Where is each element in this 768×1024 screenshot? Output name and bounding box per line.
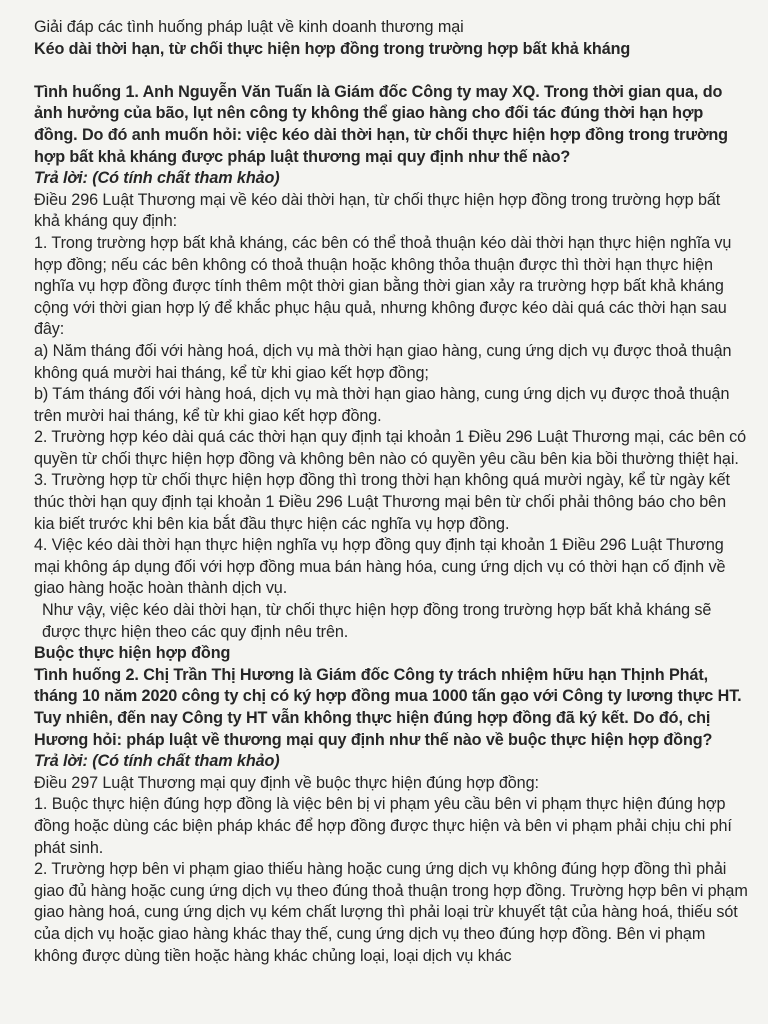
case-1-conclusion: Như vậy, việc kéo dài thời hạn, từ chối thực hiện hợp đồng trong trường hợp bất khả kháng sẽ được thực hiện theo các quy định nêu trên. — [42, 601, 712, 641]
case-1-intro: Điều 296 Luật Thương mại về kéo dài thời hạn, từ chối thực hiện hợp đồng trong trường hợp bất khả kháng quy định: — [34, 190, 721, 231]
case-2-item-1: 1. Buộc thực hiện đúng hợp đồng là việc bên bị vi phạm yêu cầu bên vi phạm thực hiện đúng hợp đồng hoặc dùng các biện pháp khác để hợp đồng được thực hiện và bên vi phạm phải chịu chi phí phát sinh. — [34, 795, 732, 857]
case-2-question: Tình huống 2. Chị Trần Thị Hương là Giám đốc Công ty trách nhiệm hữu hạn Thịnh Phát, tháng 10 năm 2020 công ty chị có ký hợp đồng mua 1000 tấn gạo với Công ty lương thực HT. Tuy nhiên, đến nay Công ty HT vẫn không thực hiện đúng hợp đồng đã ký kết. Do đó, chị Hương hỏi: pháp luật về thương mại quy định như thế nào về buộc thực hiện hợp đồng? — [34, 665, 742, 749]
case-1-item-2: 2. Trường hợp kéo dài quá các thời hạn quy định tại khoản 1 Điều 296 Luật Thương mại, các bên có quyền từ chối thực hiện hợp đồng và không bên nào có quyền yêu cầu bên kia bồi thường thiệt hại. — [34, 428, 747, 468]
case-2-item-2: 2. Trường hợp bên vi phạm giao thiếu hàng hoặc cung ứng dịch vụ không đúng hợp đồng thì phải giao đủ hàng hoặc cung ứng dịch vụ theo đúng thoả thuận trong hợp đồng. Trường hợp bên vi phạm giao hàng hoá, cung ứng dịch vụ kém chất lượng thì phải loại trừ khuyết tật của hàng hoá, thiếu sót của dịch vụ hoặc giao hàng khác thay thế, cung ứng dịch vụ theo đúng hợp đồng. Bên vi phạm không được dùng tiền hoặc hàng khác chủng loại, loại dịch vụ khác — [34, 860, 748, 965]
case-1-item-1: 1. Trong trường hợp bất khả kháng, các bên có thể thoả thuận kéo dài thời hạn thực hiện nghĩa vụ hợp đồng; nếu các bên không có thoả thuận hoặc không thỏa thuận được thì thời hạn thực hiện nghĩa vụ hợp đồng được tính thêm một thời gian bằng thời gian xảy ra trường hợp bất khả kháng cộng với thời gian hợp lý để khắc phục hậu quả, nhưng không được kéo dài quá các thời hạn sau đây: — [34, 233, 732, 339]
case-2-heading: Buộc thực hiện hợp đồng — [34, 644, 231, 663]
document-title: Kéo dài thời hạn, từ chối thực hiện hợp đồng trong trường hợp bất khả kháng — [34, 39, 631, 58]
case-2-answer-label: Trả lời: (Có tính chất tham khảo) — [34, 752, 280, 771]
case-1-question: Tình huống 1. Anh Nguyễn Văn Tuấn là Giám đốc Công ty may XQ. Trong thời gian qua, do ảnh hưởng của bão, lụt nên công ty không thể giao hàng cho đối tác đúng thời hạn hợp đồng. Do đó anh muốn hỏi: việc kéo dài thời hạn, từ chối thực hiện hợp đồng trong trường hợp bất khả kháng được pháp luật thương mại quy định như thế nào? — [34, 82, 728, 166]
document-category: Giải đáp các tình huống pháp luật về kinh doanh thương mại — [34, 18, 464, 36]
case-2-intro: Điều 297 Luật Thương mại quy định về buộc thực hiện đúng hợp đồng: — [34, 773, 539, 792]
case-1-item-3: 3. Trường hợp từ chối thực hiện hợp đồng thì trong thời hạn không quá mười ngày, kể từ ngày kết thúc thời hạn quy định tại khoản 1 Điều 296 Luật Thương mại bên từ chối phải thông báo cho bên kia biết trước khi bên kia bắt đầu thực hiện các nghĩa vụ hợp đồng. — [34, 471, 730, 533]
case-1-item-1b: b) Tám tháng đối với hàng hoá, dịch vụ mà thời hạn giao hàng, cung ứng dịch vụ được thoả thuận trên mười hai tháng, kể từ khi giao kết hợp đồng. — [34, 385, 730, 425]
case-1-answer-label: Trả lời: (Có tính chất tham khảo) — [34, 169, 280, 188]
case-1-item-4: 4. Việc kéo dài thời hạn thực hiện nghĩa vụ hợp đồng quy định tại khoản 1 Điều 296 Luật Thương mại không áp dụng đối với hợp đồng mua bán hàng hóa, cung ứng dịch vụ có thời hạn cố định về giao hàng hoặc hoàn thành dịch vụ. — [34, 536, 726, 598]
case-1-item-1a: a) Năm tháng đối với hàng hoá, dịch vụ mà thời hạn giao hàng, cung ứng dịch vụ được thoả thuận không quá mười hai tháng, kể từ khi giao kết hợp đồng; — [34, 341, 732, 382]
spacer — [34, 60, 748, 82]
